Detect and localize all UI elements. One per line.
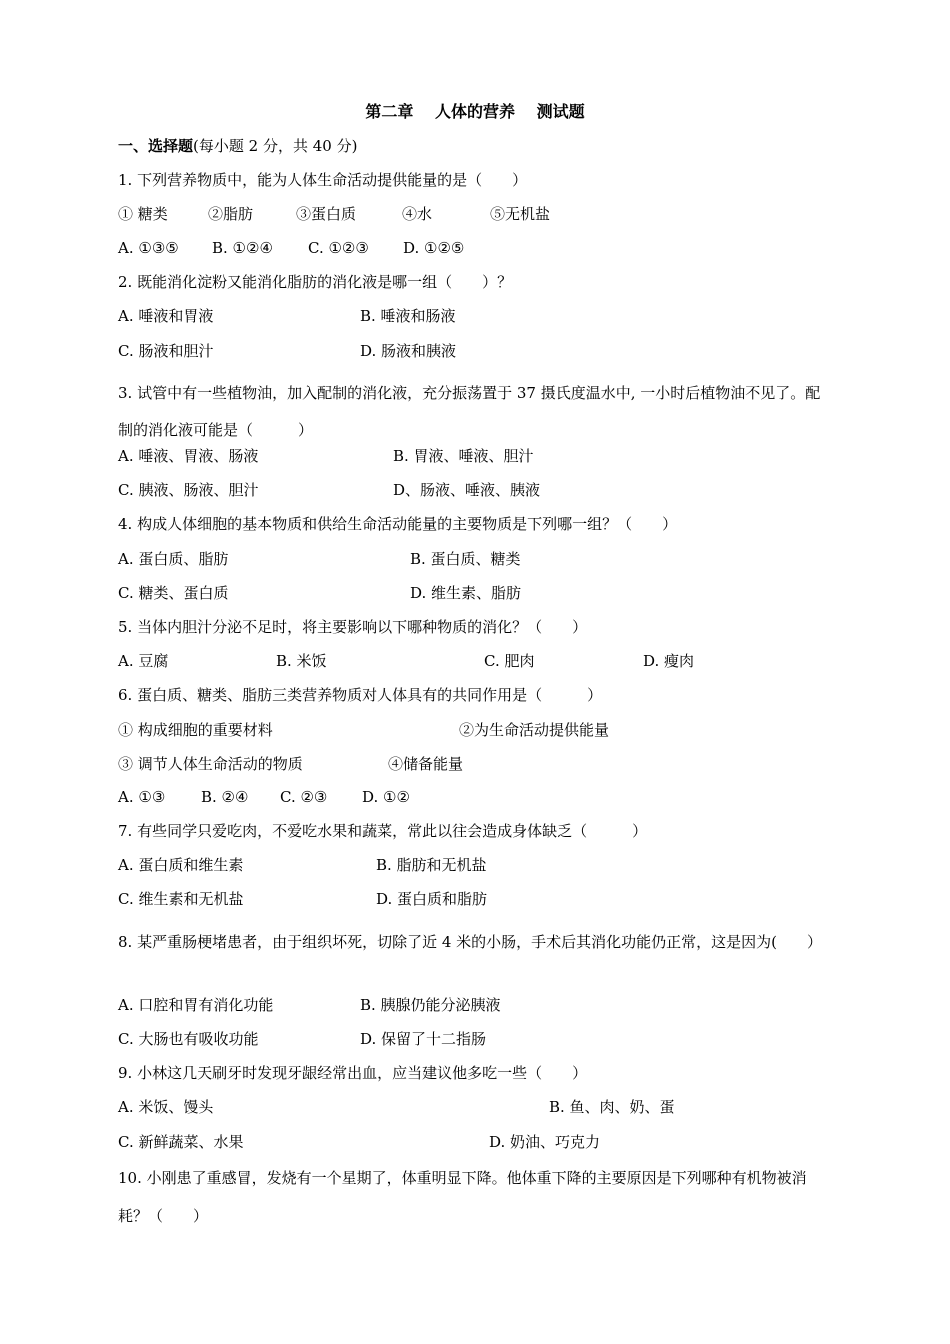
option-d: D. 肠液和胰液	[360, 342, 457, 360]
option-b: B. 胃液、唾液、胆汁	[393, 447, 534, 465]
option-d: D. 维生素、脂肪	[410, 584, 522, 602]
option-b: B. 米饭	[276, 652, 327, 670]
section-heading-note: (每小题 2 分，共 40 分)	[193, 137, 358, 155]
option-c: C. 肠液和胆汁	[118, 342, 214, 360]
option-c: C. 糖类、蛋白质	[118, 584, 229, 602]
option-b: B. ①②④	[212, 239, 273, 257]
option-b: B. 鱼、肉、奶、蛋	[549, 1098, 675, 1116]
question-10-stem: 10. 小刚患了重感冒，发烧有一个星期了，体重明显下降。他体重下降的主要原因是下列哪种有机物被消耗？（ ）	[118, 1169, 807, 1225]
question-1-stem: 1. 下列营养物质中，能为人体生命活动提供能量的是（ ）	[118, 171, 528, 189]
question-2-stem: 2. 既能消化淀粉又能消化脂肪的消化液是哪一组（ ）？	[118, 273, 513, 291]
list-item: ① 糖类	[118, 205, 168, 223]
list-item: ③蛋白质	[296, 205, 357, 223]
option-c: C. ②③	[280, 788, 328, 806]
question-3-stem: 3. 试管中有一些植物油，加入配制的消化液，充分振荡置于 37 摄氏度温水中, 一小时后植物油不见了。配制的消化液可能是（ ）	[118, 384, 821, 439]
option-c: C. 肥肉	[484, 652, 535, 670]
option-d: D、肠液、唾液、胰液	[393, 481, 541, 499]
option-b: B. ②④	[201, 788, 249, 806]
question-4-stem: 4. 构成人体细胞的基本物质和供给生命活动能量的主要物质是下列哪一组？（ ）	[118, 515, 678, 533]
list-item: ① 构成细胞的重要材料	[118, 721, 273, 739]
option-a: A. 唾液和胃液	[118, 307, 214, 325]
title-kind: 测试题	[536, 102, 585, 121]
option-d: D. ①②⑤	[403, 239, 465, 257]
option-d: D. 蛋白质和脂肪	[376, 890, 488, 908]
section-heading-label: 一、选择题	[118, 137, 194, 155]
option-b: B. 脂肪和无机盐	[376, 856, 487, 874]
option-a: A. ①③⑤	[118, 239, 179, 257]
page-title	[0, 101, 950, 123]
list-item: ④储备能量	[388, 755, 464, 773]
section-heading	[118, 136, 357, 156]
option-b: B. 唾液和肠液	[360, 307, 456, 325]
option-a: A. 唾液、胃液、肠液	[118, 447, 259, 465]
question-6-options	[0, 787, 950, 807]
list-item: ③ 调节人体生命活动的物质	[118, 755, 303, 773]
option-b: B. 蛋白质、糖类	[410, 550, 521, 568]
question-5-options	[0, 651, 950, 671]
list-item: ②脂肪	[208, 205, 254, 223]
option-a: A. 米饭、馒头	[118, 1098, 214, 1116]
question-1-items	[0, 204, 950, 224]
option-c: C. 新鲜蔬菜、水果	[118, 1133, 244, 1151]
option-d: D. ①②	[362, 788, 410, 806]
question-5-stem: 5. 当体内胆汁分泌不足时，将主要影响以下哪种物质的消化？（ ）	[118, 618, 588, 636]
list-item: ⑤无机盐	[490, 205, 551, 223]
option-a: A. 口腔和胃有消化功能	[118, 996, 274, 1014]
option-c: C. 维生素和无机盐	[118, 890, 244, 908]
option-a: A. 蛋白质、脂肪	[118, 550, 229, 568]
option-d: D. 保留了十二指肠	[360, 1030, 487, 1048]
question-8-stem: 8. 某严重肠梗堵患者，由于组织坏死，切除了近 4 米的小肠，手术后其消化功能仍正常，这是因为( ）	[118, 933, 823, 951]
option-c: C. 大肠也有吸收功能	[118, 1030, 259, 1048]
option-a: A. 蛋白质和维生素	[118, 856, 244, 874]
option-b: B. 胰腺仍能分泌胰液	[360, 996, 501, 1014]
question-6-stem: 6. 蛋白质、糖类、脂肪三类营养物质对人体具有的共同作用是（ ）	[118, 686, 603, 704]
title-chapter: 第二章	[365, 102, 414, 121]
list-item: ④水	[402, 205, 433, 223]
option-c: C. ①②③	[308, 239, 369, 257]
option-c: C. 胰液、肠液、胆汁	[118, 481, 259, 499]
question-9-stem: 9. 小林这几天刷牙时发现牙龈经常出血，应当建议他多吃一些（ ）	[118, 1064, 588, 1082]
option-a: A. 豆腐	[118, 652, 169, 670]
list-item: ②为生命活动提供能量	[459, 721, 610, 739]
title-topic: 人体的营养	[434, 102, 515, 121]
question-7-stem: 7. 有些同学只爱吃肉，不爱吃水果和蔬菜，常此以往会造成身体缺乏（ ）	[118, 822, 648, 840]
option-d: D. 奶油、巧克力	[489, 1133, 601, 1151]
option-a: A. ①③	[118, 788, 166, 806]
option-d: D. 瘦肉	[643, 652, 695, 670]
question-1-options	[0, 238, 950, 258]
